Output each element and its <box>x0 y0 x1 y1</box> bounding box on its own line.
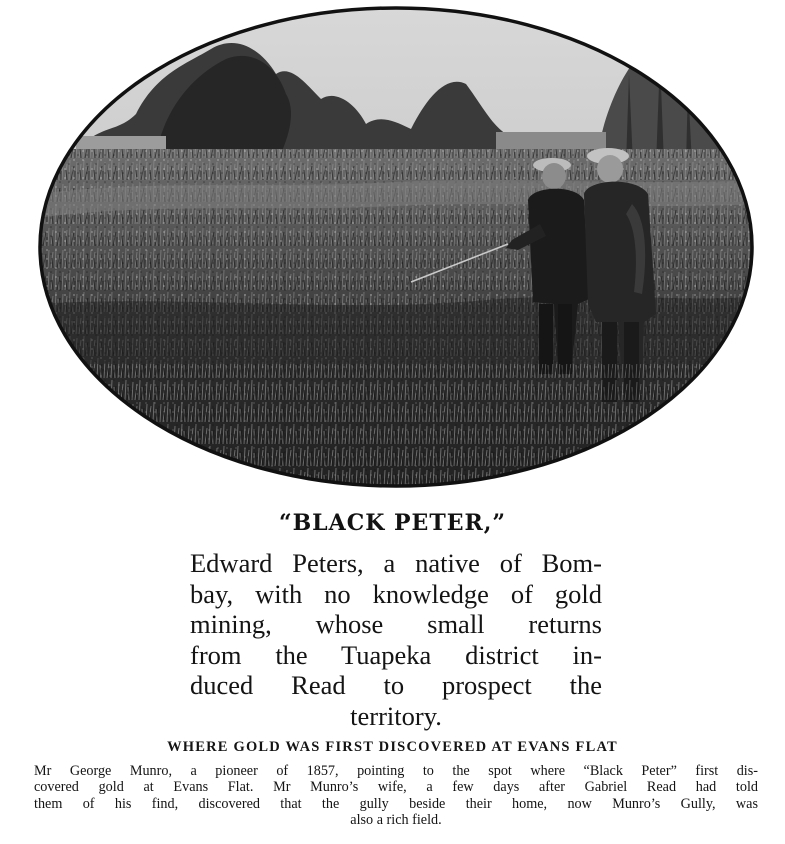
body-line: covered gold at Evans Flat. Mr Munro’s wife, a few days after Gabriel Read had told <box>34 779 758 796</box>
caption-line: Edward Peters, a native of Bom- <box>190 548 602 578</box>
headline: “BLACK PETER,” <box>278 510 507 536</box>
oval-photo-svg <box>36 4 756 490</box>
caption-line: territory. <box>350 700 442 731</box>
caption-line: bay, with no knowledge of gold <box>190 578 602 609</box>
oval-photograph <box>36 4 756 490</box>
body-line: also a rich field. <box>350 811 442 828</box>
body-line: them of his find, discovered that the gully beside their home, now Munro’s Gully, was <box>34 795 758 812</box>
caption-line: mining, whose small returns <box>190 609 602 639</box>
subheading: WHERE GOLD WAS FIRST DISCOVERED AT EVANS FLAT <box>167 739 618 755</box>
body-paragraph <box>34 763 758 828</box>
photo-caption <box>190 548 602 731</box>
caption-line: duced Read to prospect the <box>190 670 602 700</box>
body-line: Mr George Munro, a pioneer of 1857, pointing to the spot where “Black Peter” first dis- <box>34 763 758 779</box>
caption-line: from the Tuapeka district in- <box>190 639 602 670</box>
